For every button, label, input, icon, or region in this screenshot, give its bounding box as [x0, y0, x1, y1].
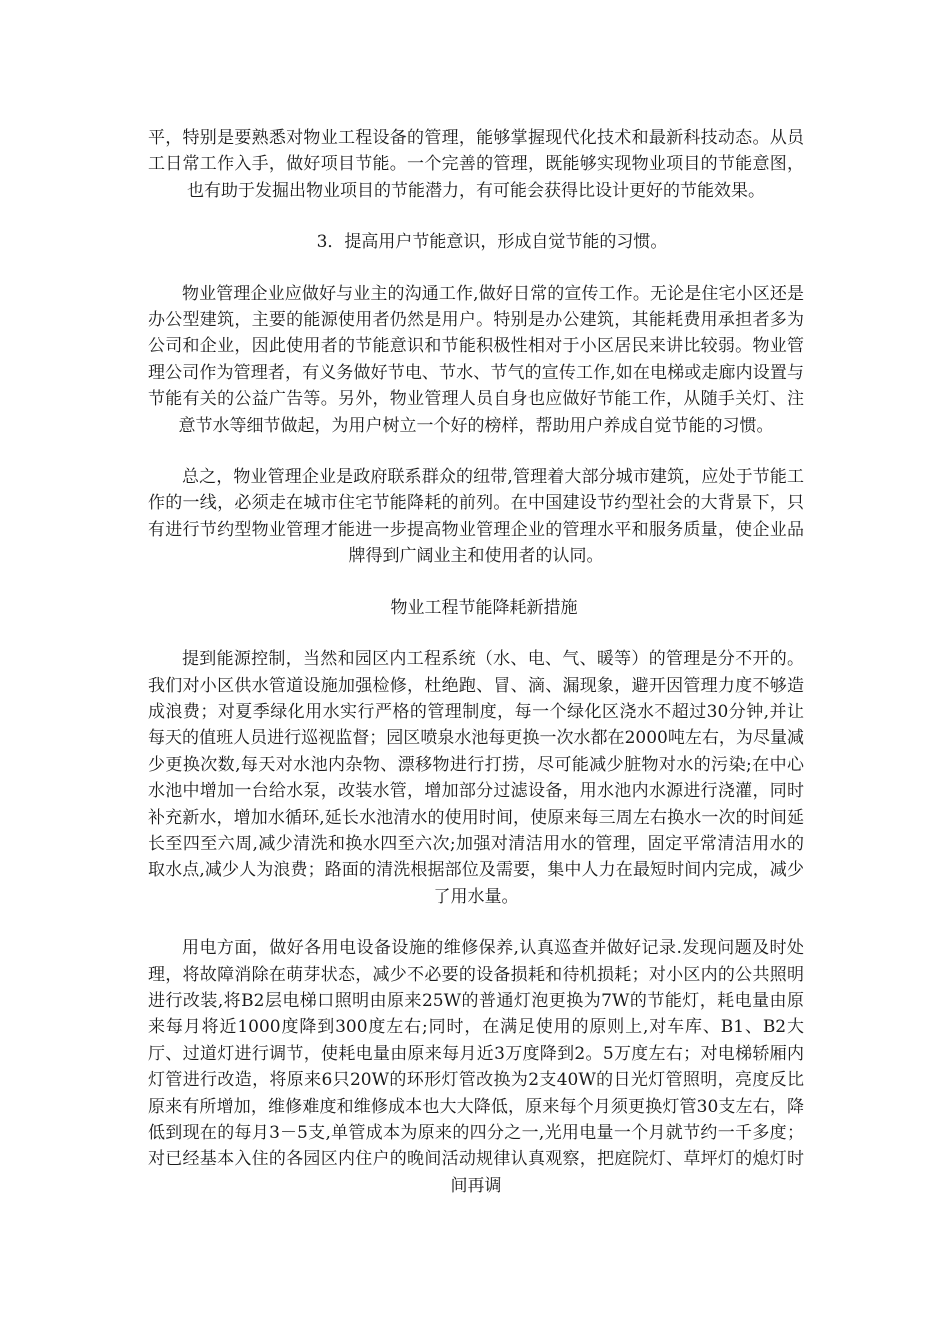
- paragraph-management-level: 平，特别是要熟悉对物业工程设备的管理，能够掌握现代化技术和最新科技动态。从员工日常工作入手，做好项目节能。一个完善的管理，既能够实现物业项目的节能意图，也有助于发掘出物业项目的节能潜力，有可能会获得比设计更好的节能效果。: [148, 128, 804, 201]
- paragraph-conclusion: 总之，物业管理企业是政府联系群众的纽带,管理着大部分城市建筑，应处于节能工作的一线，必须走在城市住宅节能降耗的前列。在中国建设节约型社会的大背景下，只有进行节约型物业管理才能进一步提高物业管理企业的管理水平和服务质量，使企业品牌得到广阔业主和使用者的认同。: [148, 467, 804, 567]
- paragraph-water-saving: 提到能源控制，当然和园区内工程系统（水、电、气、暖等）的管理是分不开的。我们对小区供水管道设施加强检修，杜绝跑、冒、滴、漏现象，避开因管理力度不够造成浪费；对夏季绿化用水实行严格的管理制度，每一个绿化区浇水不超过30分钟,并让每天的值班人员进行巡视监督；园区喷泉水池每更换一次水都在2000吨左右，为尽量减少更换次数,每天对水池内杂物、漂移物进行打捞，尽可能减少脏物对水的污染;在中心水池中增加一台给水泵，改装水管，增加部分过滤设备，用水池内水源进行浇灌，同时补充新水，增加水循环,延长水池清水的使用时间，使原来每三周左右换水一次的时间延长至四至六周,减少清洗和换水四至六次;加强对清洁用水的管理，固定平常清洁用水的取水点,减少人为浪费；路面的清洗根据部位及需要，集中人力在最短时间内完成，减少了用水量。: [148, 649, 804, 907]
- document-body: [148, 125, 804, 1224]
- paragraph-communication: 物业管理企业应做好与业主的沟通工作,做好日常的宣传工作。无论是住宅小区还是办公型建筑，主要的能源使用者仍然是用户。特别是办公建筑，其能耗费用承担者多为公司和企业，因此使用者的节能意识和节能积极性相对于小区居民来讲比较弱。物业管理公司作为管理者，有义务做好节电、节水、节气的宣传工作,如在电梯或走廊内设置与节能有关的公益广告等。另外，物业管理人员自身也应做好节能工作，从随手关灯、注意节水等细节做起，为用户树立一个好的榜样，帮助用户养成自觉节能的习惯。: [148, 283, 804, 436]
- section-title-new-measures: 物业工程节能降耗新措施: [390, 597, 578, 618]
- section-heading-user-awareness: 3．提高用户节能意识，形成自觉节能的习惯。: [316, 232, 668, 253]
- paragraph-electricity-saving: 用电方面，做好各用电设备设施的维修保养,认真巡查并做好记录.发现问题及时处理，将故障消除在萌芽状态，减少不必要的设备损耗和待机损耗；对小区内的公共照明进行改装,将B2层电梯口照明由原来25W的普通灯泡更换为7W的节能灯，耗电量由原来每月将近1000度降到300度左右;同时，在满足使用的原则上,对车库、B1、B2大厅、过道灯进行调节，使耗电量由原来每月近3万度降到2。5万度左右；对电梯轿厢内灯管进行改造，将原来6只20W的环形灯管改换为2支40W的日光灯管照明，亮度反比原来有所增加，维修难度和维修成本也大大降低，原来每个月须更换灯管30支左右，降低到现在的每月3－5支,单管成本为原来的四分之一,光用电量一个月就节约一千多度；对已经基本入住的各园区内住户的晚间活动规律认真观察，把庭院灯、草坪灯的熄灯时间再调: [148, 938, 804, 1196]
